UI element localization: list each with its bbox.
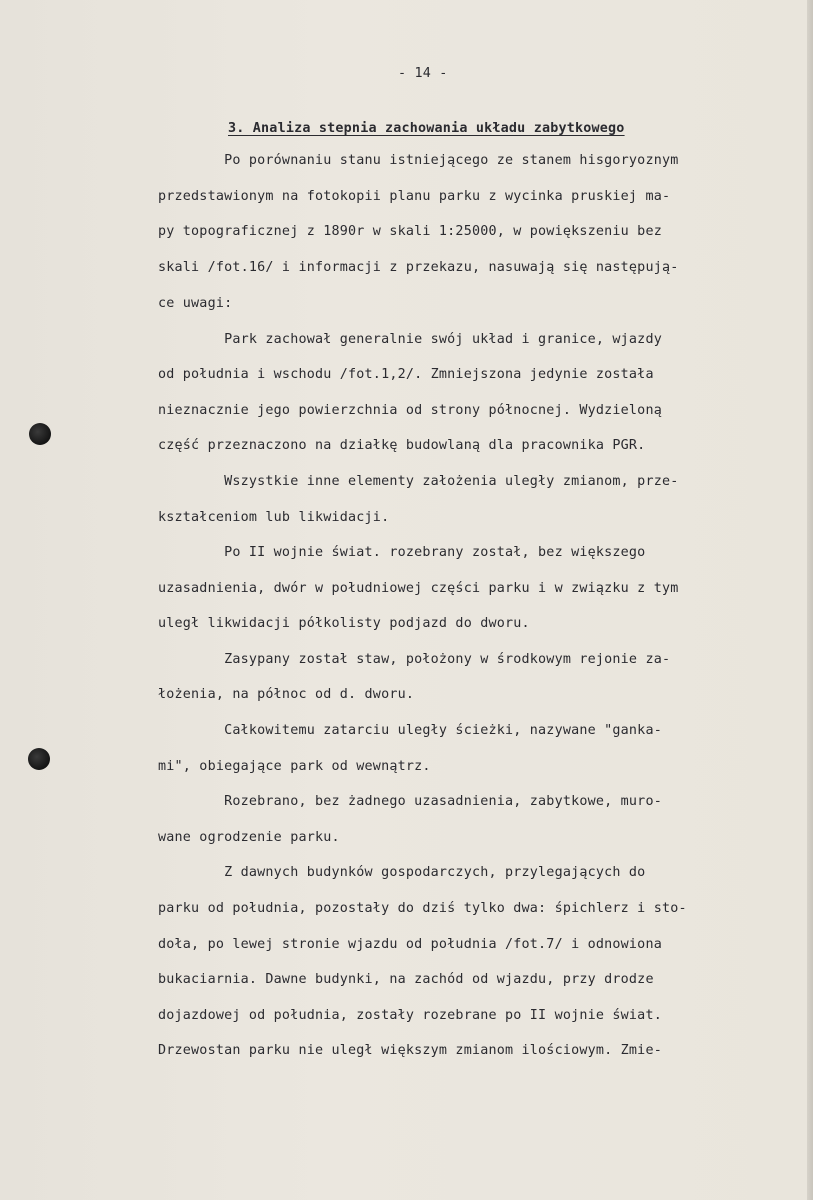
text-line: Całkowitemu zatarciu uległy ścieżki, nazywane "ganka- <box>158 723 662 738</box>
text-line: łożenia, na północ od d. dworu. <box>158 687 415 702</box>
punch-hole <box>29 423 51 445</box>
text-line: dojazdowej od południa, zostały rozebrane po II wojnie świat. <box>158 1008 662 1023</box>
text-line: Po porównaniu stanu istniejącego ze stanem hisgoryoznym <box>158 153 679 168</box>
text-line: Z dawnych budynków gospodarczych, przylegających do <box>158 865 646 880</box>
text-line: Park zachował generalnie swój układ i granice, wjazdy <box>158 332 662 347</box>
text-line: uzasadnienia, dwór w południowej części parku i w związku z tym <box>158 581 679 596</box>
text-line: kształceniom lub likwidacji. <box>158 510 390 525</box>
text-line: Rozebrano, bez żadnego uzasadnienia, zabytkowe, muro- <box>158 794 662 809</box>
text-line: od południa i wschodu /fot.1,2/. Zmniejszona jedynie została <box>158 367 654 382</box>
text-line: Zasypany został staw, położony w środkowym rejonie za- <box>158 652 671 667</box>
page-number: - 14 - <box>398 66 448 81</box>
text-line: bukaciarnia. Dawne budynki, na zachód od wjazdu, przy drodze <box>158 972 654 987</box>
text-line: Drzewostan parku nie uległ większym zmianom ilościowym. Zmie- <box>158 1043 662 1058</box>
text-line: przedstawionym na fotokopii planu parku z wycinka pruskiej ma- <box>158 189 671 204</box>
text-line: ce uwagi: <box>158 296 233 311</box>
text-line: nieznacznie jego powierzchnia od strony północnej. Wydzieloną <box>158 403 662 418</box>
page-edge <box>807 0 813 1200</box>
text-line: doła, po lewej stronie wjazdu od południa /fot.7/ i odnowiona <box>158 937 662 952</box>
text-line: Wszystkie inne elementy założenia uległy zmianom, prze- <box>158 474 679 489</box>
text-line: skali /fot.16/ i informacji z przekazu, nasuwają się następują- <box>158 260 679 275</box>
text-line: parku od południa, pozostały do dziś tylko dwa: śpichlerz i sto- <box>158 901 687 916</box>
text-line: uległ likwidacji półkolisty podjazd do dworu. <box>158 616 530 631</box>
text-line: Po II wojnie świat. rozebrany został, bez większego <box>158 545 646 560</box>
text-line: część przeznaczono na działkę budowlaną dla pracownika PGR. <box>158 438 646 453</box>
section-heading: 3. Analiza stepnia zachowania układu zabytkowego <box>228 121 625 136</box>
text-line: wane ogrodzenie parku. <box>158 830 340 845</box>
text-line: py topograficznej z 1890r w skali 1:25000, w powiększeniu bez <box>158 224 662 239</box>
text-line: mi", obiegające park od wewnątrz. <box>158 759 431 774</box>
punch-hole <box>28 748 50 770</box>
